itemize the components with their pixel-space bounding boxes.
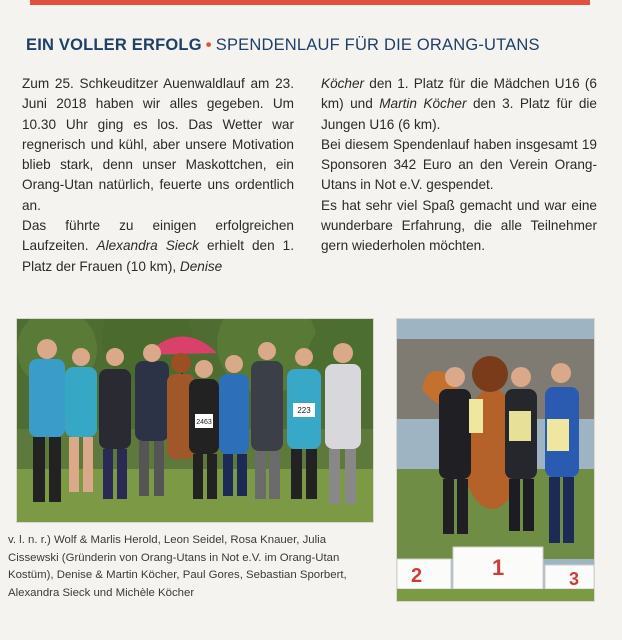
paragraph (22, 216, 294, 277)
podium-number: 2 (411, 565, 423, 587)
text-run: den 1. Platz für die Mädchen U16 (6 km) und (321, 76, 597, 112)
article-column-left (22, 74, 294, 277)
headline-title: EIN VOLLER ERFOLG (26, 36, 202, 54)
text-run: Das führte zu einigen erfolgreichen Laufzeiten. (22, 218, 294, 254)
paragraph: Bei diesem Spendenlauf haben insgesamt 19 Sponsoren 342 Euro an den Verein Orang-Utans in Not e.V. gespendet. (321, 136, 597, 193)
person-name: Martin Köcher (379, 96, 467, 112)
top-accent-bar (30, 0, 590, 5)
photo-caption (8, 532, 378, 602)
podium-number: 3 (569, 569, 580, 589)
podium-photo-illustration (397, 319, 594, 601)
text-run: erhielt den 1. Platz der Frauen (10 km), (22, 238, 294, 274)
group-photo (16, 318, 374, 523)
race-bib: 223 (297, 406, 311, 415)
podium-number: 1 (492, 555, 505, 580)
group-photo-illustration (17, 319, 373, 522)
headline-subtitle: SPENDENLAUF FÜR DIE ORANG-UTANS (215, 36, 540, 54)
paragraph: Es hat sehr viel Spaß gemacht und war eine wunderbare Erfahrung, die alle Teilnehmer gern wiederholen möchten. (321, 197, 597, 254)
caption-text: v. l. n. r.) Wolf & Marlis Herold, Leon Seidel, Rosa Knauer, Julia Cissewski (Gründerin von Orang-Utans in Not e.V. im Orang-Utan Kostüm), Denise & Martin Köcher, Paul Gores, Sebastian Sporbert, Alexandra Sieck und Michèle Köcher (8, 534, 347, 599)
paragraph: Zum 25. Schkeuditzer Auenwaldlauf am 23. Juni 2018 haben wir alles gegeben. Um 10.30 Uhr ging es los. Das Wetter war regnerisch und kühl, aber unsere Motivation blieb stark, denn unser Maskottchen, ein Orang-Utan natürlich, feuerte uns ordentlich an. (22, 76, 294, 213)
paragraph (321, 74, 597, 135)
person-name: Denise (179, 258, 223, 274)
person-name: Alexandra Sieck (96, 238, 199, 254)
article-column-right (321, 74, 597, 257)
podium-photo (396, 318, 595, 602)
text-run: den 3. Platz für die Jungen U16 (6 km). (321, 96, 597, 132)
headline (26, 36, 616, 55)
headline-separator: • (205, 36, 212, 54)
race-bib: 2463 (196, 419, 212, 426)
person-name: Köcher (321, 76, 365, 91)
